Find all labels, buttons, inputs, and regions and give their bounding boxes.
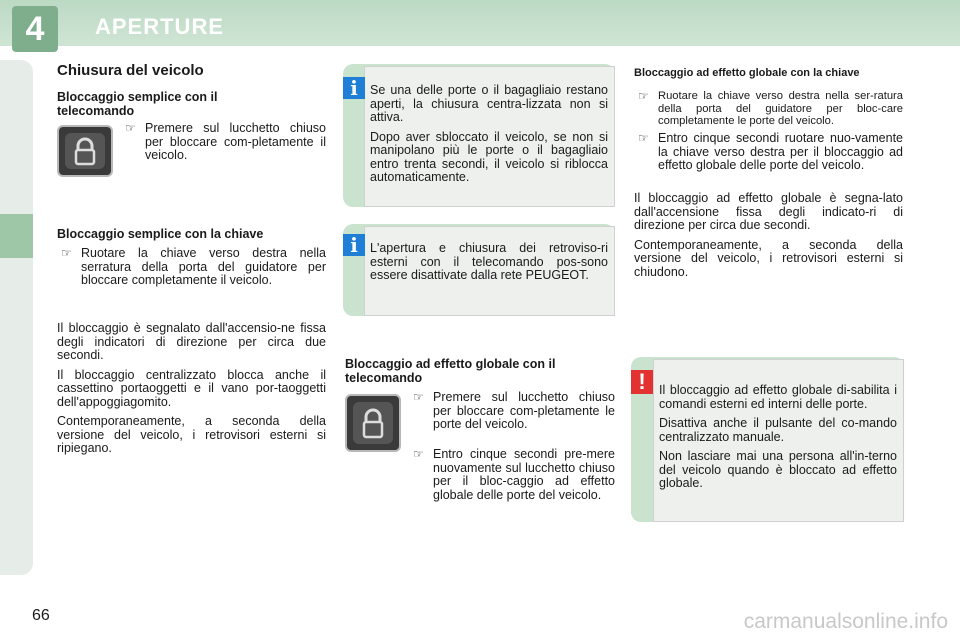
global-remote-bullet-2: ☞ Entro cinque secondi pre-mere nuovamente sul lucchetto chiuso per il bloc-caggio ad effetto globale delle porte del veicolo. bbox=[413, 447, 615, 502]
left-paragraphs bbox=[57, 322, 326, 462]
info-icon: i bbox=[343, 234, 365, 256]
warning-icon: ! bbox=[631, 370, 653, 394]
bullet-hand-icon: ☞ bbox=[638, 131, 649, 145]
right-paragraphs bbox=[634, 192, 903, 285]
lock-signal-text: Il bloccaggio è segnalato dall'accensio-ne fissa degli indicatori di direzione per circa due secondi. bbox=[57, 321, 326, 362]
global-remote-title: Bloccaggio ad effetto globale con il telecomando bbox=[345, 357, 556, 385]
page-number: 66 bbox=[32, 607, 50, 624]
bullet-hand-icon: ☞ bbox=[61, 246, 72, 260]
warning-text: Il bloccaggio ad effetto globale di-sabilita i comandi esterni ed interni delle porte. Disattiva anche il pulsante del co-mando centralizzato manuale. Non lasciare mai una persona all'in-terno del veicolo quando è bloccato ad effetto globale. bbox=[659, 383, 897, 490]
bullet-hand-icon: ☞ bbox=[413, 390, 424, 404]
side-band bbox=[0, 60, 33, 575]
bullet-hand-icon: ☞ bbox=[125, 121, 136, 135]
global-remote-bullet-1: ☞ Premere sul lucchetto chiuso per bloccare com-pletamente le porte del veicolo. bbox=[413, 390, 615, 431]
mirrors-close-text: Contemporaneamente, a seconda della versione del veicolo, i retrovisori esterni si chiudono. bbox=[634, 237, 903, 279]
info-1-text: Se una delle porte o il bagagliaio restano aperti, la chiusura centra-lizzata non si attiva. Dopo aver sbloccato il veicolo, se non si manipolano più le porte o il bagagliaio entro trenta secondi, il veicolo si riblocca automaticamente. bbox=[370, 83, 608, 184]
central-lock-text: Il bloccaggio centralizzato blocca anche il cassettino portaoggetti e il vano por-taoggetti dell'appoggiagomito. bbox=[57, 367, 326, 409]
info-2-text: L'apertura e chiusura dei retroviso-ri esterni con il telecomando pos-sono essere disattivate dalla rete PEUGEOT. bbox=[370, 241, 608, 282]
remote-lock-bullet: ☞ Premere sul lucchetto chiuso per bloccare com-pletamente il veicolo. bbox=[125, 121, 326, 162]
section-title: Chiusura del veicolo bbox=[57, 62, 204, 79]
watermark: carmanualsonline.info bbox=[743, 610, 948, 633]
remote-lock-title: Bloccaggio semplice con il telecomando bbox=[57, 90, 218, 118]
global-key-bullet-1: ☞ Ruotare la chiave verso destra nella ser-ratura della porta del guidatore per bloc-care completamente le porte del veicolo. bbox=[638, 89, 903, 127]
side-tab-marker bbox=[0, 214, 33, 258]
key-lock-title: Bloccaggio semplice con la chiave bbox=[57, 227, 264, 241]
global-key-bullet-2: ☞ Entro cinque secondi ruotare nuo-vamente la chiave verso destra per il bloccaggio ad effetto globale delle porte del veicolo. bbox=[638, 131, 903, 172]
bullet-hand-icon: ☞ bbox=[638, 89, 649, 103]
remote-lock-icon bbox=[57, 125, 113, 177]
remote-lock-icon bbox=[345, 394, 401, 452]
info-icon: i bbox=[343, 77, 365, 99]
mirrors-fold-text: Contemporaneamente, a seconda della versione del veicolo, i retrovisori esterni si ripiegano. bbox=[57, 414, 326, 455]
key-lock-bullet: ☞ Ruotare la chiave verso destra nella serratura della porta del guidatore per bloccare completamente il veicolo. bbox=[61, 246, 326, 287]
chapter-number: 4 bbox=[12, 6, 58, 52]
page-title: APERTURE bbox=[95, 14, 225, 39]
global-lock-signal-text: Il bloccaggio ad effetto globale è segna-lato dall'accensione fissa degli indicato-ri di direzione per circa due secondi. bbox=[634, 191, 903, 232]
global-key-title: Bloccaggio ad effetto globale con la chiave bbox=[634, 67, 860, 79]
bullet-hand-icon: ☞ bbox=[413, 447, 424, 461]
